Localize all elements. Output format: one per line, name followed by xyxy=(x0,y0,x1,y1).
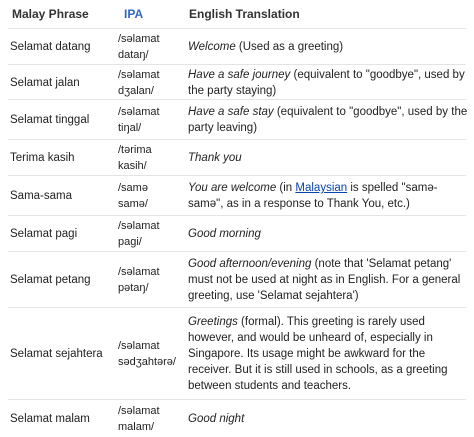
header-ipa[interactable]: IPA xyxy=(124,7,144,21)
malay-phrase: Selamat jalan xyxy=(10,76,80,89)
translation-note: (equivalent to "goodbye", used by the party leaving) xyxy=(188,106,468,134)
translation-italic: Good morning xyxy=(188,228,261,240)
english-translation xyxy=(188,65,470,100)
ipa-transcription: /səlamat dataŋ/ xyxy=(118,33,160,61)
table-row xyxy=(8,139,466,176)
table-row xyxy=(8,175,466,216)
malay-phrase: Selamat tinggal xyxy=(10,114,90,126)
translation-italic: Welcome xyxy=(188,41,236,53)
ipa-transcription: /səlamat malam/ xyxy=(118,404,160,433)
translation-italic: Greetings xyxy=(188,316,238,328)
english-translation xyxy=(188,29,470,65)
english-translation xyxy=(188,216,470,252)
malay-phrase: Sama-sama xyxy=(10,190,72,202)
ipa-transcription: /səlamat pagi/ xyxy=(118,220,160,248)
ipa-transcription: /tərima kasih/ xyxy=(118,144,152,172)
table-row xyxy=(8,399,466,437)
malay-phrase: Selamat petang xyxy=(10,274,91,286)
header-malay-phrase: Malay Phrase xyxy=(12,7,89,21)
english-translation xyxy=(188,140,470,176)
ipa-transcription: /səlamat sədʒahtərə/ xyxy=(118,340,176,368)
translation-italic: You are welcome xyxy=(188,182,277,194)
table-row xyxy=(8,99,466,140)
english-translation xyxy=(188,100,470,140)
malay-phrase: Selamat sejahtera xyxy=(10,348,103,360)
table-row xyxy=(8,251,466,308)
translation-note: (formal). This greeting is rarely used however, and would be unheard of, especially in Singapore. Its usage might be awkward for the receiver. But it is still used in schools, as a greeting between students and teachers. xyxy=(188,316,448,392)
ipa-transcription: /samə samə/ xyxy=(118,182,148,210)
translation-note: is spelled "samə-samə", as in a response to Thank You, etc.) xyxy=(188,182,438,210)
english-translation xyxy=(188,252,470,308)
english-translation xyxy=(188,176,470,216)
translation-note: (note that 'Selamat petang' must not be used at night as in English. For a general greeting, use 'Selamat sejahtera') xyxy=(188,258,461,302)
ipa-transcription: /səlamat dʒalan/ xyxy=(118,68,160,97)
translation-italic: Have a safe journey xyxy=(188,68,291,81)
malay-phrase: Terima kasih xyxy=(10,152,75,164)
translation-italic: Good night xyxy=(188,412,245,425)
translation-italic: Good afternoon/evening xyxy=(188,258,312,270)
malay-phrase: Selamat datang xyxy=(10,41,91,53)
translation-italic: Have a safe stay xyxy=(188,106,274,118)
translation-note: (equivalent to "goodbye", used by the party staying) xyxy=(188,68,465,97)
translation-italic: Thank you xyxy=(188,152,242,164)
ipa-transcription: /səlamat pətaŋ/ xyxy=(118,266,160,294)
english-translation xyxy=(188,400,470,437)
header-english-translation: English Translation xyxy=(189,7,300,21)
malay-phrase: Selamat malam xyxy=(10,412,90,425)
table-row xyxy=(8,28,466,65)
table-row xyxy=(8,307,466,400)
table-header xyxy=(0,0,474,28)
translation-note: (Used as a greeting) xyxy=(235,41,344,53)
table-row xyxy=(8,64,466,100)
english-translation xyxy=(188,308,470,400)
translation-note: (in xyxy=(276,182,296,194)
malaysian-link[interactable]: Malaysian xyxy=(295,182,348,194)
ipa-transcription: /səlamat tiŋal/ xyxy=(118,106,160,134)
table-row xyxy=(8,215,466,252)
malay-phrase: Selamat pagi xyxy=(10,228,78,240)
